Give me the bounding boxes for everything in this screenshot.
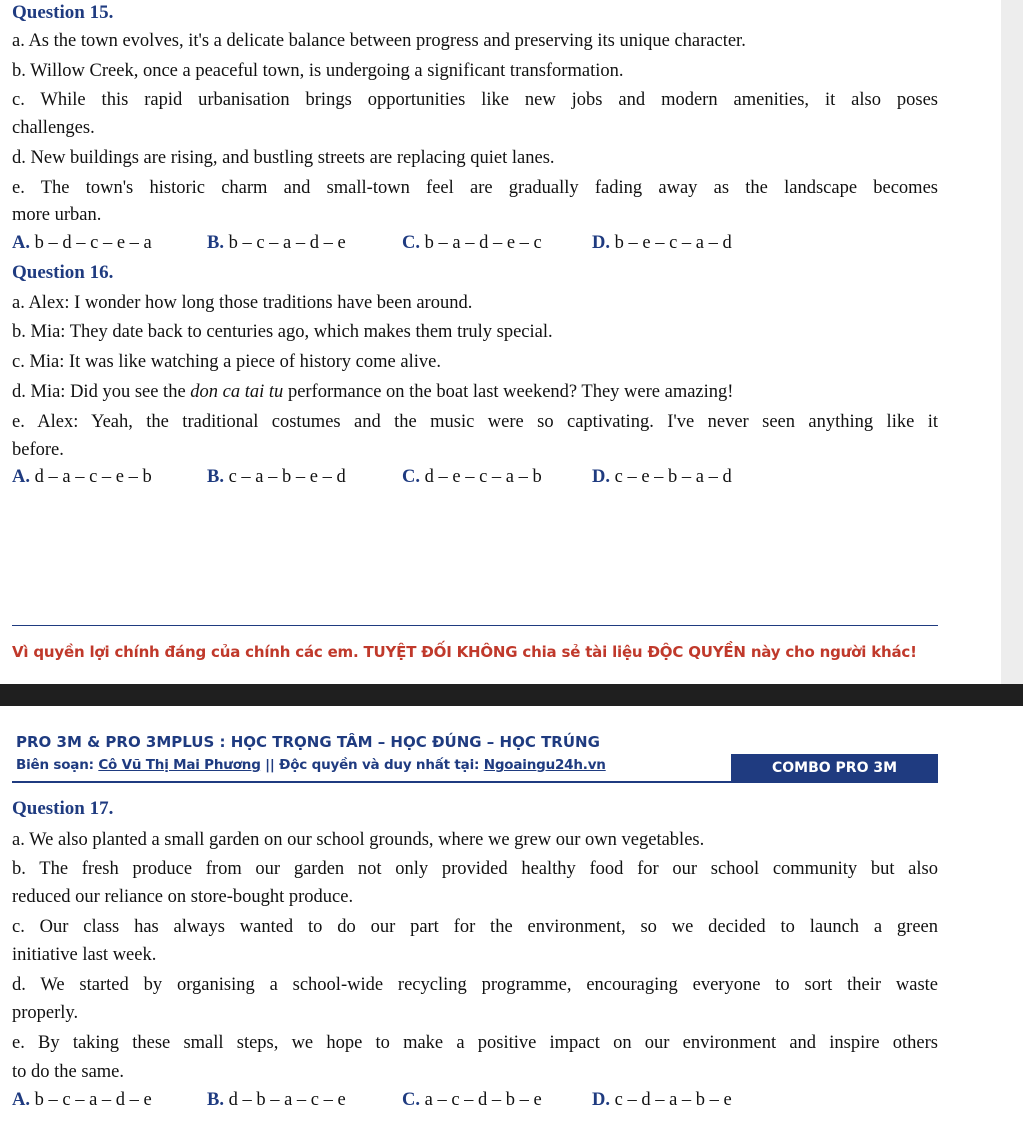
q16-line-c: c. Mia: It was like watching a piece of history come alive. bbox=[12, 352, 441, 372]
q16-option-d[interactable]: D. c – e – b – a – d bbox=[592, 467, 732, 487]
q17-option-d[interactable]: D. c – d – a – b – e bbox=[592, 1090, 732, 1110]
q16-line-e: e. Alex: Yeah, the traditional costumes and the music were so captivating. I've never seen anything like it bbox=[12, 412, 938, 432]
q15-option-a[interactable]: A. b – d – c – e – a bbox=[12, 233, 152, 253]
q16-option-c[interactable]: C. d – e – c – a – b bbox=[402, 467, 542, 487]
q16-line-e-cont: before. bbox=[12, 440, 64, 460]
q16-option-a[interactable]: A. d – a – c – e – b bbox=[12, 467, 152, 487]
q15-option-c[interactable]: C. b – a – d – e – c bbox=[402, 233, 542, 253]
combo-badge: COMBO PRO 3M bbox=[731, 754, 938, 781]
site-link[interactable]: Ngoaingu24h.vn bbox=[483, 757, 606, 773]
q15-options bbox=[12, 233, 732, 254]
q15-line-c: c. While this rapid urbanisation brings opportunities like new jobs and modern amenities, it also poses bbox=[12, 90, 938, 110]
q15-line-e: e. The town's historic charm and small-town feel are gradually fading away as the landscape becomes bbox=[12, 178, 938, 198]
q17-options bbox=[12, 1090, 732, 1111]
q17-line-a: a. We also planted a small garden on our school grounds, where we grew our own vegetables. bbox=[12, 830, 705, 850]
q17-line-e-cont: to do the same. bbox=[12, 1062, 125, 1082]
q16-line-a: a. Alex: I wonder how long those traditions have been around. bbox=[12, 293, 473, 313]
q17-line-c: c. Our class has always wanted to do our part for the environment, so we decided to launch a green bbox=[12, 917, 938, 937]
q15-line-e-cont: more urban. bbox=[12, 205, 102, 225]
question-15-title: Question 15. bbox=[12, 2, 114, 23]
q15-option-b[interactable]: B. b – c – a – d – e bbox=[207, 233, 346, 253]
q17-option-a[interactable]: A. b – c – a – d – e bbox=[12, 1090, 152, 1110]
course-banner-title: PRO 3M & PRO 3MPLUS : HỌC TRỌNG TÂM – HỌC ĐÚNG – HỌC TRÚNG bbox=[16, 733, 600, 751]
q17-line-d: d. We started by organising a school-wide recycling programme, encouraging everyone to sort their waste bbox=[12, 975, 938, 995]
question-17-title: Question 17. bbox=[12, 798, 114, 819]
q15-line-b: b. Willow Creek, once a peaceful town, is undergoing a significant transformation. bbox=[12, 61, 624, 81]
q17-line-d-cont: properly. bbox=[12, 1003, 79, 1023]
q17-line-b: b. The fresh produce from our garden not only provided healthy food for our school community but also bbox=[12, 859, 938, 879]
copyright-warning: Vì quyền lợi chính đáng của chính các em. TUYỆT ĐỐI KHÔNG chia sẻ tài liệu ĐỘC QUYỀN này cho người khác! bbox=[12, 643, 917, 661]
q16-options bbox=[12, 467, 732, 488]
q15-line-d: d. New buildings are rising, and bustling streets are replacing quiet lanes. bbox=[12, 148, 555, 168]
q17-line-c-cont: initiative last week. bbox=[12, 945, 157, 965]
q16-line-d: d. Mia: Did you see the don ca tai tu performance on the boat last weekend? They were amazing! bbox=[12, 382, 734, 402]
q15-line-a: a. As the town evolves, it's a delicate balance between progress and preserving its unique character. bbox=[12, 31, 746, 51]
page-divider-band bbox=[0, 684, 1023, 706]
right-margin-strip bbox=[1001, 0, 1023, 706]
q17-line-e: e. By taking these small steps, we hope to make a positive impact on our environment and inspire others bbox=[12, 1033, 938, 1053]
q15-line-c-cont: challenges. bbox=[12, 118, 95, 138]
course-banner-row bbox=[12, 754, 938, 783]
q17-option-b[interactable]: B. d – b – a – c – e bbox=[207, 1090, 346, 1110]
q17-option-c[interactable]: C. a – c – d – b – e bbox=[402, 1090, 542, 1110]
footer-separator bbox=[12, 625, 938, 626]
author-credit: Biên soạn: Cô Vũ Thị Mai Phương || Độc quyền và duy nhất tại: Ngoaingu24h.vn bbox=[16, 757, 606, 773]
q16-option-b[interactable]: B. c – a – b – e – d bbox=[207, 467, 346, 487]
author-name: Cô Vũ Thị Mai Phương bbox=[98, 757, 261, 773]
q17-line-b-cont: reduced our reliance on store-bought produce. bbox=[12, 887, 354, 907]
q16-line-b: b. Mia: They date back to centuries ago, which makes them truly special. bbox=[12, 322, 553, 342]
q15-option-d[interactable]: D. b – e – c – a – d bbox=[592, 233, 732, 253]
question-16-title: Question 16. bbox=[12, 262, 114, 283]
